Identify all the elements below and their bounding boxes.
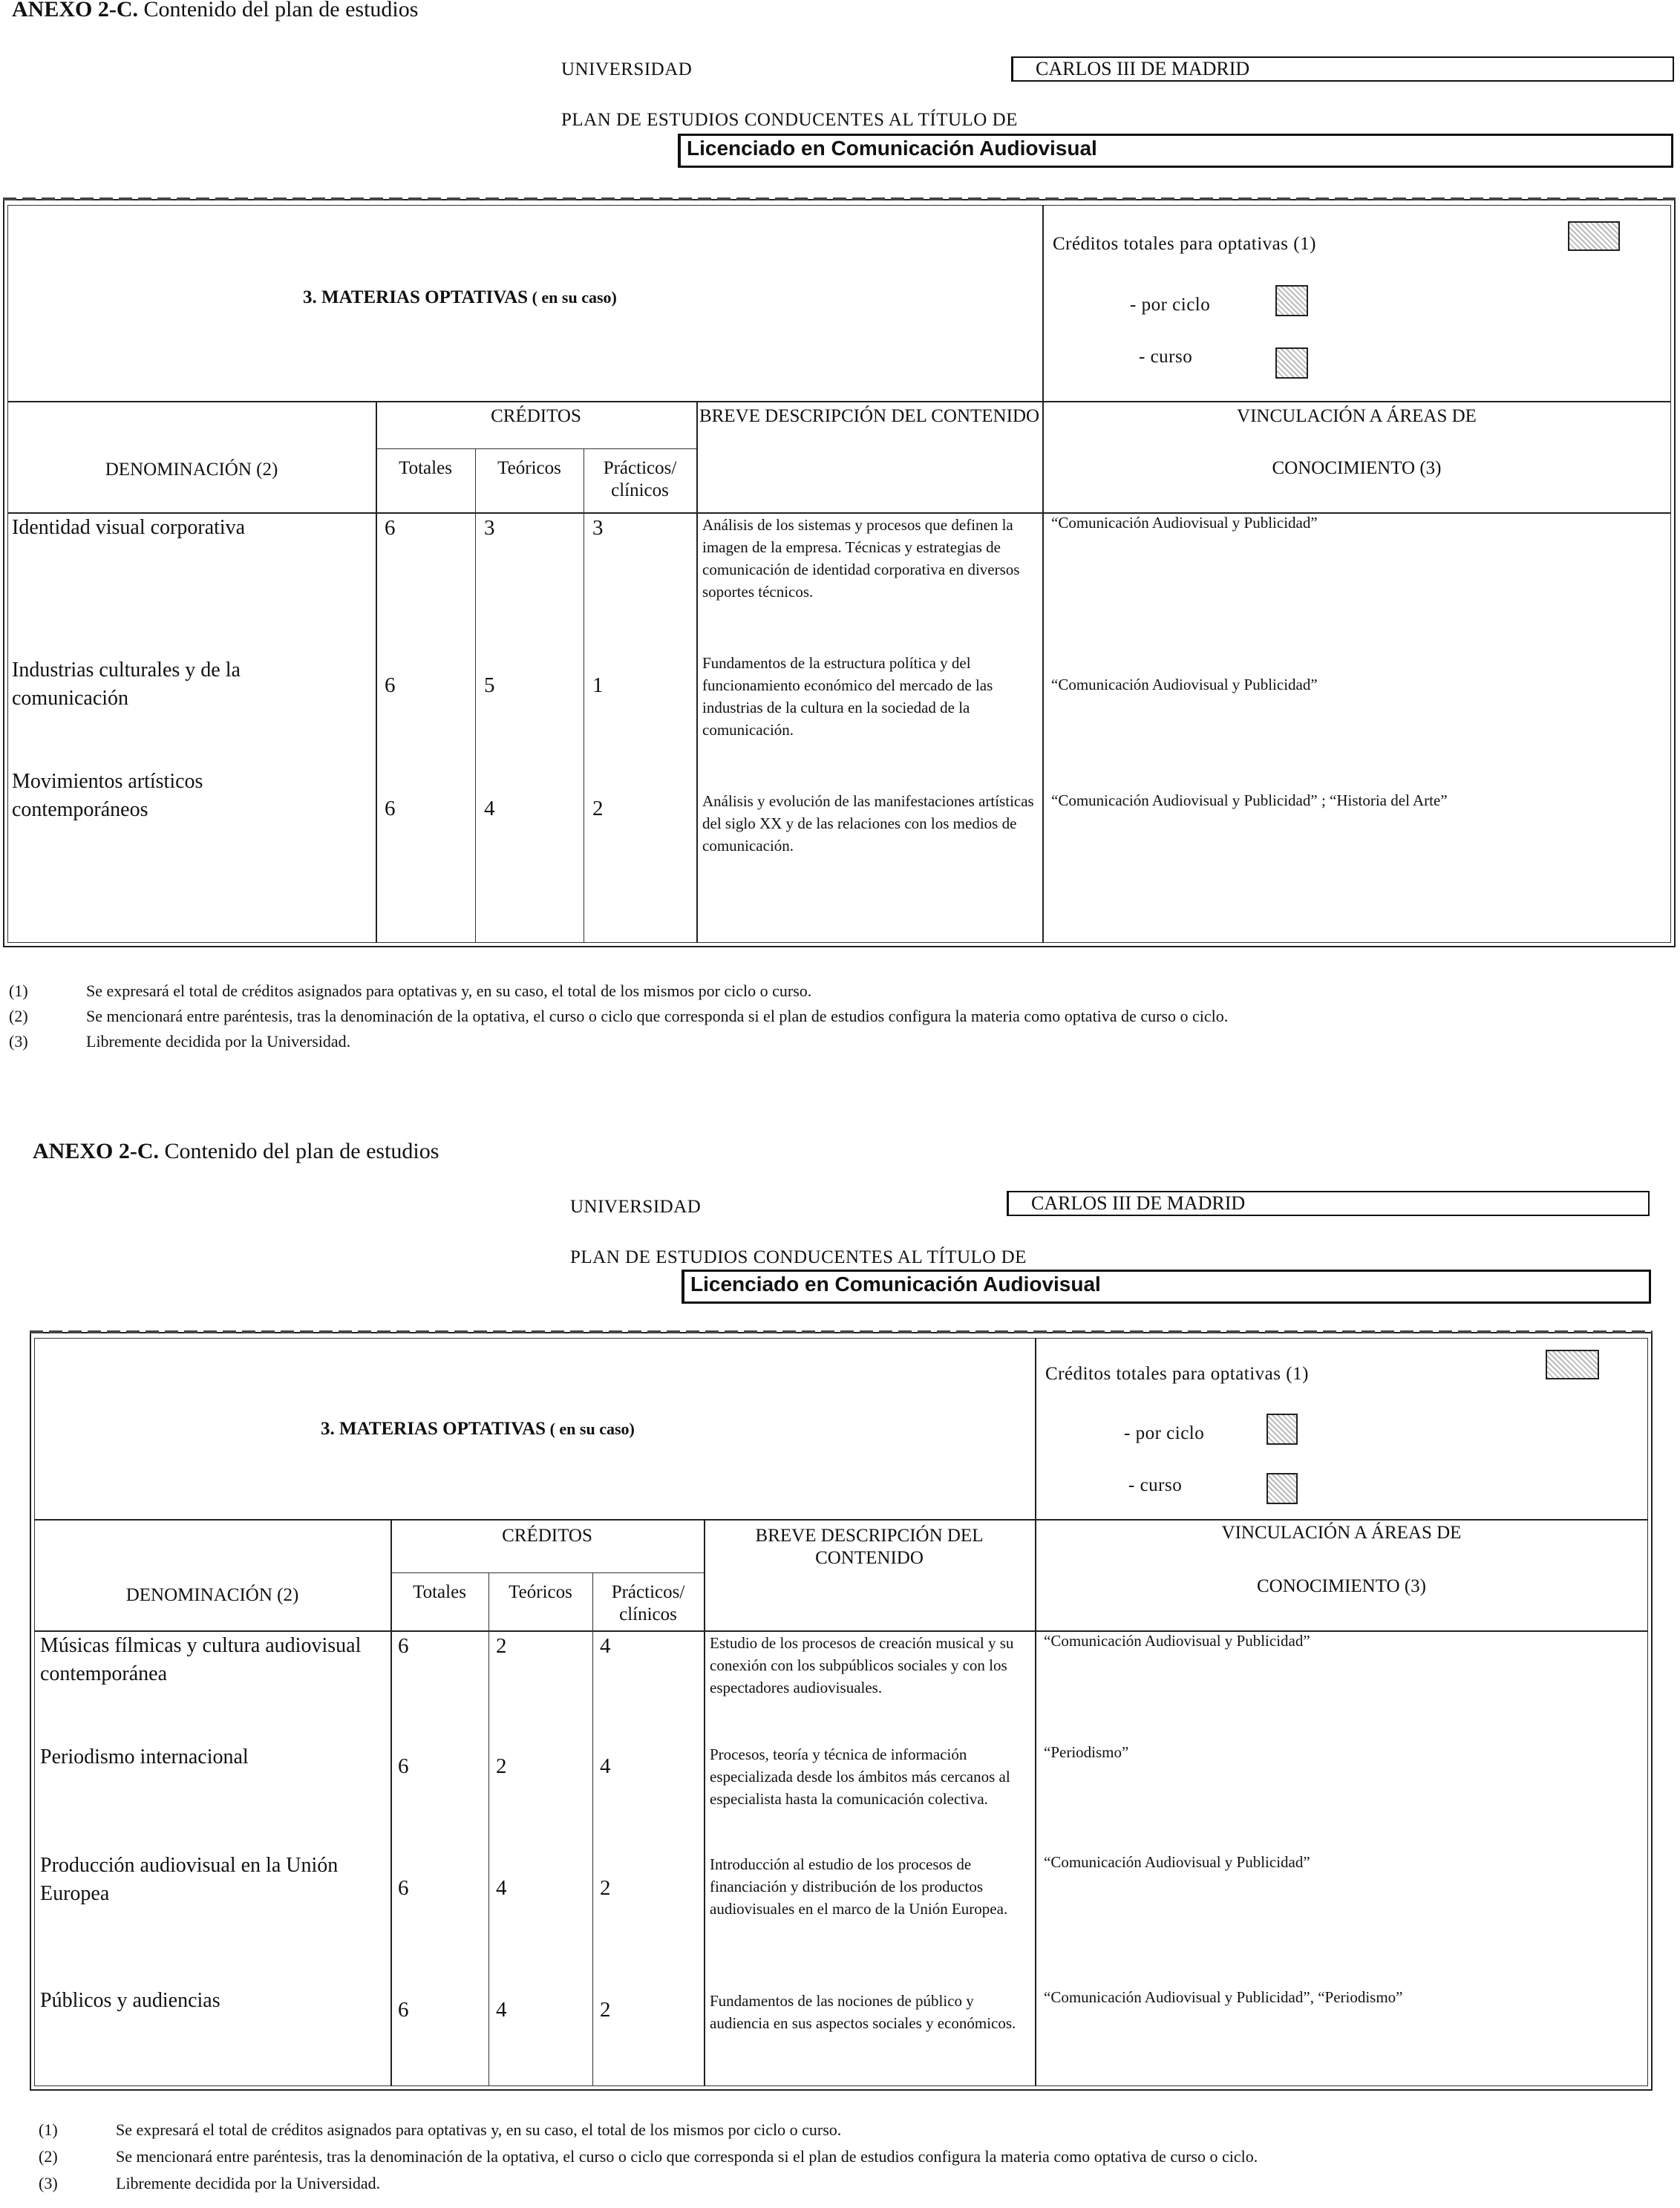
row-totales: 6 <box>398 1634 409 1658</box>
creditos-totales-box <box>1546 1350 1599 1379</box>
por-ciclo-label: - por ciclo <box>1124 1423 1205 1443</box>
row-teoricos: 3 <box>484 516 495 540</box>
creditos-totales-box <box>1568 221 1620 251</box>
universidad-label: UNIVERSIDAD <box>570 1197 702 1217</box>
row-practicos: 4 <box>600 1754 611 1778</box>
annex-heading-bold: ANEXO 2-C. <box>33 1139 159 1163</box>
col-creditos: CRÉDITOS <box>491 406 581 426</box>
row-totales: 6 <box>398 1754 409 1778</box>
por-ciclo-box <box>1266 1414 1298 1445</box>
col-vinculacion-1: VINCULACIÓN A ÁREAS DE <box>1221 1523 1462 1543</box>
section-title-text: 3. MATERIAS OPTATIVAS <box>321 1419 546 1439</box>
row-practicos: 4 <box>600 1634 611 1658</box>
col-line-2 <box>475 448 476 943</box>
top-dashed-edge <box>30 1330 1653 1333</box>
curso-label: - curso <box>1128 1475 1183 1495</box>
row-teoricos: 4 <box>484 797 495 820</box>
row-name: Públicos y audiencias <box>40 1989 220 2012</box>
row-descripcion: Fundamentos de las nociones de público y audiencia en sus aspectos sociales y económicos. <box>710 1992 1016 2032</box>
row-area: “Comunicación Audiovisual y Publicidad” <box>1051 676 1318 693</box>
curso-label: - curso <box>1139 347 1193 367</box>
col-practicos: Prácticos/ clínicos <box>603 458 677 500</box>
footnote-number: (1) <box>9 981 28 1000</box>
col-creditos: CRÉDITOS <box>502 1526 592 1546</box>
creditos-totales-label: Créditos totales para optativas (1) <box>1045 1364 1309 1384</box>
footnote-text: Libremente decidida por la Universidad. <box>86 1032 351 1051</box>
por-ciclo-box <box>1275 285 1308 316</box>
header-row-line <box>34 1519 1648 1521</box>
col-denominacion: DENOMINACIÓN (2) <box>105 460 278 480</box>
footnote-number: (3) <box>9 1032 28 1051</box>
header-row-line <box>7 401 1671 402</box>
annex-heading-text: Contenido del plan de estudios <box>138 0 419 22</box>
universidad-label: UNIVERSIDAD <box>561 59 693 79</box>
row-descripcion: Procesos, teoría y técnica de información especializada desde los ámbitos más cercanos al especialista hasta la comunicación colectiva. <box>710 1745 1010 1808</box>
footnote-text: Se mencionará entre paréntesis, tras la denominación de la optativa, el curso o ciclo que corresponda si el plan de estudios configura la materia como optativa de curso o ciclo. <box>86 1007 1229 1025</box>
col-line-4 <box>696 401 698 943</box>
row-practicos: 1 <box>592 673 604 697</box>
footnote-number: (3) <box>39 2174 58 2192</box>
section-title-suffix: ( en su caso) <box>528 288 617 307</box>
header-divider <box>1035 1338 1036 1521</box>
section-title <box>303 287 617 309</box>
footnote-text: Se mencionará entre paréntesis, tras la denominación de la optativa, el curso o ciclo que corresponda si el plan de estudios configura la materia como optativa de curso o ciclo. <box>116 2147 1258 2166</box>
row-practicos: 2 <box>600 1998 611 2022</box>
row-totales: 6 <box>385 673 396 697</box>
row-name: Identidad visual corporativa <box>12 516 246 539</box>
row-descripcion: Fundamentos de la estructura política y del funcionamiento económico del mercado de las industrias de la cultura en la sociedad de la comunicación. <box>702 654 993 739</box>
row-totales: 6 <box>398 1876 409 1900</box>
row-area: “Periodismo” <box>1044 1743 1129 1761</box>
row-practicos: 2 <box>600 1876 611 1900</box>
annex-heading <box>12 0 418 22</box>
curso-box <box>1275 347 1308 379</box>
col-denominacion: DENOMINACIÓN (2) <box>125 1585 299 1605</box>
row-descripcion: Estudio de los procesos de creación musical y su conexión con los subpúblicos sociales y con los espectadores audiovisuales. <box>710 1634 1014 1696</box>
footnote-text: Se expresará el total de créditos asignados para optativas y, en su caso, el total de los mismos por ciclo o curso. <box>116 2120 842 2139</box>
table-inner-border <box>34 1338 1648 2086</box>
row-name: Producción audiovisual en la Unión Europea <box>40 1854 339 1905</box>
col-totales: Totales <box>399 458 452 478</box>
creditos-subheader-line <box>390 1572 704 1573</box>
footnote-text: Libremente decidida por la Universidad. <box>116 2174 381 2192</box>
row-name: Movimientos artísticos contemporáneos <box>12 770 203 821</box>
col-line-1 <box>376 401 377 943</box>
col-line-5 <box>1042 401 1044 943</box>
plan-label: PLAN DE ESTUDIOS CONDUCENTES AL TÍTULO DE <box>570 1247 1027 1267</box>
top-dashed-edge <box>3 197 1676 200</box>
row-totales: 6 <box>385 516 396 540</box>
row-area: “Comunicación Audiovisual y Publicidad” ; “Historia del Arte” <box>1051 791 1448 809</box>
footnote-number: (2) <box>39 2147 58 2166</box>
section-title <box>321 1418 635 1440</box>
row-name: Periodismo internacional <box>40 1745 249 1768</box>
row-area: “Comunicación Audiovisual y Publicidad” <box>1051 514 1318 532</box>
row-practicos: 2 <box>592 797 604 820</box>
row-descripcion: Análisis de los sistemas y procesos que definen la imagen de la empresa. Técnicas y estrategias de comunicación de identidad corporativa en diversos soportes técnicos. <box>702 516 1020 601</box>
row-teoricos: 5 <box>484 673 495 697</box>
row-descripcion: Análisis y evolución de las manifestaciones artísticas del siglo XX y de las relaciones con los medios de comunicación. <box>702 792 1034 855</box>
footnote-number: (1) <box>39 2120 58 2139</box>
row-area: “Comunicación Audiovisual y Publicidad”, “Periodismo” <box>1044 1988 1403 2006</box>
creditos-totales-label: Créditos totales para optativas (1) <box>1053 234 1316 254</box>
row-totales: 6 <box>398 1998 409 2022</box>
titulo-field: Licenciado en Comunicación Audiovisual <box>682 1270 1651 1304</box>
col-descripcion: BREVE DESCRIPCIÓN DEL CONTENIDO <box>699 406 1040 426</box>
universidad-field: CARLOS III DE MADRID <box>1011 56 1674 82</box>
row-totales: 6 <box>385 797 396 820</box>
row-area: “Comunicación Audiovisual y Publicidad” <box>1044 1632 1310 1650</box>
footnote-text: Se expresará el total de créditos asignados para optativas y, en su caso, el total de los mismos por ciclo o curso. <box>86 981 812 1000</box>
annex-heading <box>33 1139 439 1164</box>
universidad-field: CARLOS III DE MADRID <box>1007 1191 1650 1216</box>
col-vinculacion-2: CONOCIMIENTO (3) <box>1257 1576 1426 1596</box>
curso-box <box>1266 1473 1298 1504</box>
col-practicos: Prácticos/ clínicos <box>611 1582 685 1624</box>
col-totales: Totales <box>413 1582 466 1602</box>
plan-label: PLAN DE ESTUDIOS CONDUCENTES AL TÍTULO DE <box>561 110 1018 130</box>
row-descripcion: Introducción al estudio de los procesos de financiación y distribución de los productos audiovisuales en el marco de la Unión Europea. <box>710 1855 1008 1918</box>
annex-heading-text: Contenido del plan de estudios <box>159 1139 439 1163</box>
row-practicos: 3 <box>592 516 604 540</box>
header-divider <box>1042 205 1044 402</box>
col-line-5 <box>1035 1519 1036 2086</box>
row-teoricos: 4 <box>496 1998 507 2022</box>
col-teoricos: Teóricos <box>497 458 561 478</box>
col-line-4 <box>704 1519 705 2086</box>
row-name: Músicas fílmicas y cultura audiovisual contemporánea <box>40 1634 362 1685</box>
row-teoricos: 4 <box>496 1876 507 1900</box>
col-vinculacion-2: CONOCIMIENTO (3) <box>1272 458 1442 478</box>
row-teoricos: 2 <box>496 1754 507 1778</box>
por-ciclo-label: - por ciclo <box>1130 295 1211 315</box>
footnote-number: (2) <box>9 1007 28 1025</box>
col-vinculacion-1: VINCULACIÓN A ÁREAS DE <box>1237 406 1477 426</box>
titulo-field: Licenciado en Comunicación Audiovisual <box>678 134 1673 168</box>
col-line-2 <box>488 1572 489 2086</box>
col-line-3 <box>592 1572 593 2086</box>
col-teoricos: Teóricos <box>509 1582 572 1602</box>
section-title-suffix: ( en su caso) <box>546 1420 635 1438</box>
row-name: Industrias culturales y de la comunicación <box>12 659 241 710</box>
row-area: “Comunicación Audiovisual y Publicidad” <box>1044 1853 1310 1871</box>
section-title-text: 3. MATERIAS OPTATIVAS <box>303 287 529 307</box>
row-teoricos: 2 <box>496 1634 507 1658</box>
col-line-1 <box>390 1519 392 2086</box>
col-descripcion: BREVE DESCRIPCIÓN DEL CONTENIDO <box>755 1526 984 1568</box>
annex-heading-bold: ANEXO 2-C. <box>12 0 138 22</box>
creditos-subheader-line <box>376 448 696 449</box>
